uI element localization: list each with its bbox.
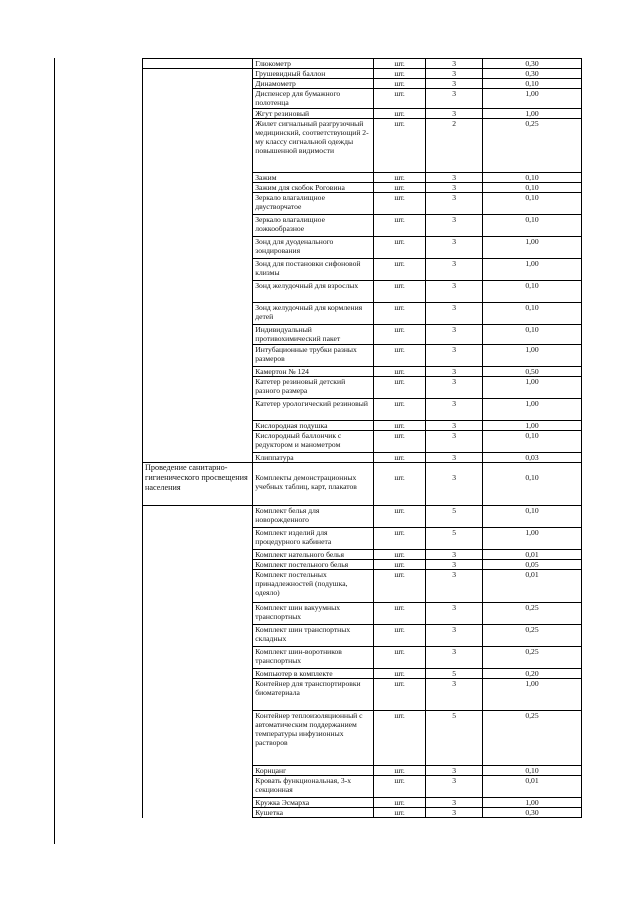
unit-cell: шт. bbox=[373, 237, 426, 259]
section-cell bbox=[143, 528, 253, 550]
section-cell bbox=[143, 506, 253, 528]
value-cell: 0,25 bbox=[483, 711, 582, 766]
value-cell: 0,25 bbox=[483, 603, 582, 625]
unit-cell: шт. bbox=[373, 89, 426, 109]
value-cell: 0,10 bbox=[483, 431, 582, 453]
quantity-cell: 3 bbox=[426, 377, 483, 399]
value-cell: 1,00 bbox=[483, 89, 582, 109]
item-name: Грушевидный баллон bbox=[253, 69, 374, 79]
item-name: Катетер резиновый детский разного размера bbox=[253, 377, 374, 399]
quantity-cell: 3 bbox=[426, 109, 483, 119]
table-row bbox=[143, 550, 582, 560]
value-cell: 0,03 bbox=[483, 453, 582, 463]
quantity-cell: 3 bbox=[426, 237, 483, 259]
unit-cell: шт. bbox=[373, 625, 426, 647]
table-row bbox=[143, 89, 582, 109]
unit-cell: шт. bbox=[373, 550, 426, 560]
unit-cell: шт. bbox=[373, 345, 426, 367]
table-row bbox=[143, 711, 582, 766]
quantity-cell: 3 bbox=[426, 421, 483, 431]
unit-cell: шт. bbox=[373, 421, 426, 431]
quantity-cell: 5 bbox=[426, 711, 483, 766]
table-row bbox=[143, 528, 582, 550]
section-cell bbox=[143, 79, 253, 89]
table-row bbox=[143, 79, 582, 89]
value-cell: 0,25 bbox=[483, 119, 582, 173]
unit-cell: шт. bbox=[373, 570, 426, 603]
section-cell bbox=[143, 173, 253, 183]
unit-cell: шт. bbox=[373, 711, 426, 766]
unit-cell: шт. bbox=[373, 281, 426, 303]
table-row bbox=[143, 647, 582, 669]
quantity-cell: 3 bbox=[426, 431, 483, 453]
item-name: Камертон № 124 bbox=[253, 367, 374, 377]
unit-cell: шт. bbox=[373, 259, 426, 281]
table-row bbox=[143, 453, 582, 463]
value-cell: 1,00 bbox=[483, 377, 582, 399]
value-cell: 1,00 bbox=[483, 399, 582, 421]
quantity-cell: 3 bbox=[426, 463, 483, 506]
value-cell: 0,01 bbox=[483, 550, 582, 560]
item-name: Компьютер в комплекте bbox=[253, 669, 374, 679]
value-cell: 0,30 bbox=[483, 69, 582, 79]
item-name: Интубационные трубки разных размеров bbox=[253, 345, 374, 367]
item-name: Контейнер для транспортировки биоматериала bbox=[253, 679, 374, 711]
value-cell: 0,10 bbox=[483, 325, 582, 345]
unit-cell: шт. bbox=[373, 109, 426, 119]
quantity-cell: 3 bbox=[426, 550, 483, 560]
unit-cell: шт. bbox=[373, 766, 426, 776]
table-row bbox=[143, 808, 582, 818]
value-cell: 0,20 bbox=[483, 669, 582, 679]
quantity-cell: 3 bbox=[426, 193, 483, 215]
unit-cell: шт. bbox=[373, 453, 426, 463]
table-row bbox=[143, 625, 582, 647]
table-row bbox=[143, 669, 582, 679]
unit-cell: шт. bbox=[373, 303, 426, 325]
table-row bbox=[143, 421, 582, 431]
item-name: Кислородный баллончик с редуктором и манометром bbox=[253, 431, 374, 453]
section-cell bbox=[143, 193, 253, 215]
item-name: Зажим bbox=[253, 173, 374, 183]
unit-cell: шт. bbox=[373, 119, 426, 173]
section-cell bbox=[143, 367, 253, 377]
item-name: Зеркало влагалищное двустворчатое bbox=[253, 193, 374, 215]
unit-cell: шт. bbox=[373, 431, 426, 453]
table-row bbox=[143, 237, 582, 259]
section-cell bbox=[143, 69, 253, 79]
unit-cell: шт. bbox=[373, 679, 426, 711]
value-cell: 1,00 bbox=[483, 679, 582, 711]
item-name: Комплект нательного белья bbox=[253, 550, 374, 560]
unit-cell: шт. bbox=[373, 528, 426, 550]
quantity-cell: 5 bbox=[426, 669, 483, 679]
quantity-cell: 3 bbox=[426, 625, 483, 647]
value-cell: 0,01 bbox=[483, 776, 582, 798]
quantity-cell: 3 bbox=[426, 69, 483, 79]
unit-cell: шт. bbox=[373, 808, 426, 818]
unit-cell: шт. bbox=[373, 325, 426, 345]
quantity-cell: 3 bbox=[426, 59, 483, 69]
item-name: Зеркало влагалищное ложкообразное bbox=[253, 215, 374, 237]
item-name: Глюкометр bbox=[253, 59, 374, 69]
section-cell bbox=[143, 281, 253, 303]
table-row bbox=[143, 119, 582, 173]
quantity-cell: 5 bbox=[426, 506, 483, 528]
item-name: Комплект шин транспортных складных bbox=[253, 625, 374, 647]
item-name: Динамометр bbox=[253, 79, 374, 89]
value-cell: 0,10 bbox=[483, 183, 582, 193]
item-name: Диспенсер для бумажного полотенца bbox=[253, 89, 374, 109]
value-cell: 0,10 bbox=[483, 173, 582, 183]
section-cell bbox=[143, 399, 253, 421]
table-row bbox=[143, 798, 582, 808]
value-cell: 1,00 bbox=[483, 528, 582, 550]
section-cell bbox=[143, 550, 253, 560]
quantity-cell: 3 bbox=[426, 798, 483, 808]
item-name: Кушетка bbox=[253, 808, 374, 818]
table-row bbox=[143, 173, 582, 183]
item-name: Кислородная подушка bbox=[253, 421, 374, 431]
unit-cell: шт. bbox=[373, 399, 426, 421]
table-row bbox=[143, 560, 582, 570]
section-cell bbox=[143, 669, 253, 679]
unit-cell: шт. bbox=[373, 215, 426, 237]
value-cell: 1,00 bbox=[483, 345, 582, 367]
section-cell bbox=[143, 798, 253, 808]
quantity-cell: 3 bbox=[426, 325, 483, 345]
table-row bbox=[143, 193, 582, 215]
equipment-table bbox=[142, 58, 582, 818]
section-cell bbox=[143, 377, 253, 399]
item-name: Индивидуальный противохимический пакет bbox=[253, 325, 374, 345]
unit-cell: шт. bbox=[373, 173, 426, 183]
item-name: Корнцанг bbox=[253, 766, 374, 776]
unit-cell: шт. bbox=[373, 560, 426, 570]
value-cell: 0,25 bbox=[483, 647, 582, 669]
section-cell bbox=[143, 603, 253, 625]
table-row bbox=[143, 69, 582, 79]
section-title: Проведение санитарно-гигиенического просвещения населения bbox=[143, 463, 253, 506]
unit-cell: шт. bbox=[373, 647, 426, 669]
quantity-cell: 3 bbox=[426, 79, 483, 89]
section-cell bbox=[143, 647, 253, 669]
item-name: Жгут резиновый bbox=[253, 109, 374, 119]
quantity-cell: 3 bbox=[426, 183, 483, 193]
item-name: Зажим для скобок Роговина bbox=[253, 183, 374, 193]
section-cell bbox=[143, 453, 253, 463]
value-cell: 0,10 bbox=[483, 79, 582, 89]
quantity-cell: 3 bbox=[426, 345, 483, 367]
section-cell bbox=[143, 237, 253, 259]
item-name: Комплект постельных принадлежностей (подушка, одеяло) bbox=[253, 570, 374, 603]
value-cell: 0,10 bbox=[483, 766, 582, 776]
table-row bbox=[143, 570, 582, 603]
quantity-cell: 3 bbox=[426, 808, 483, 818]
unit-cell: шт. bbox=[373, 463, 426, 506]
quantity-cell: 3 bbox=[426, 560, 483, 570]
item-name: Контейнер теплоизоляционный с автоматическим поддержанием температуры инфузионных растворов bbox=[253, 711, 374, 766]
item-name: Комплект постельного белья bbox=[253, 560, 374, 570]
unit-cell: шт. bbox=[373, 603, 426, 625]
item-name: Катетер урологический резиновый bbox=[253, 399, 374, 421]
section-cell bbox=[143, 303, 253, 325]
unit-cell: шт. bbox=[373, 59, 426, 69]
section-cell bbox=[143, 776, 253, 798]
value-cell: 0,10 bbox=[483, 281, 582, 303]
section-cell bbox=[143, 215, 253, 237]
table-row bbox=[143, 303, 582, 325]
section-cell bbox=[143, 766, 253, 776]
value-cell: 0,10 bbox=[483, 303, 582, 325]
section-cell bbox=[143, 431, 253, 453]
item-name: Комплект шин-воротников транспортных bbox=[253, 647, 374, 669]
table-row bbox=[143, 325, 582, 345]
value-cell: 1,00 bbox=[483, 237, 582, 259]
unit-cell: шт. bbox=[373, 798, 426, 808]
quantity-cell: 3 bbox=[426, 766, 483, 776]
quantity-cell: 3 bbox=[426, 281, 483, 303]
section-cell bbox=[143, 119, 253, 173]
unit-cell: шт. bbox=[373, 69, 426, 79]
value-cell: 0,01 bbox=[483, 570, 582, 603]
table-row bbox=[143, 776, 582, 798]
table-row bbox=[143, 506, 582, 528]
quantity-cell: 3 bbox=[426, 679, 483, 711]
quantity-cell: 3 bbox=[426, 603, 483, 625]
item-name: Кровать функциональная, 3-х секционная bbox=[253, 776, 374, 798]
item-name: Комплекты демонстрационных учебных таблиц, карт, плакатов bbox=[253, 463, 374, 506]
table-row bbox=[143, 603, 582, 625]
unit-cell: шт. bbox=[373, 669, 426, 679]
table-row bbox=[143, 377, 582, 399]
quantity-cell: 3 bbox=[426, 399, 483, 421]
value-cell: 0,10 bbox=[483, 193, 582, 215]
section-cell bbox=[143, 109, 253, 119]
section-cell bbox=[143, 570, 253, 603]
table-row bbox=[143, 766, 582, 776]
section-cell bbox=[143, 89, 253, 109]
section-cell bbox=[143, 808, 253, 818]
unit-cell: шт. bbox=[373, 776, 426, 798]
quantity-cell: 3 bbox=[426, 215, 483, 237]
value-cell: 1,00 bbox=[483, 421, 582, 431]
section-cell bbox=[143, 625, 253, 647]
unit-cell: шт. bbox=[373, 377, 426, 399]
unit-cell: шт. bbox=[373, 183, 426, 193]
section-cell bbox=[143, 259, 253, 281]
table-row bbox=[143, 367, 582, 377]
quantity-cell: 2 bbox=[426, 119, 483, 173]
item-name: Комплект белья для новорожденного bbox=[253, 506, 374, 528]
quantity-cell: 3 bbox=[426, 89, 483, 109]
table-row bbox=[143, 679, 582, 711]
value-cell: 0,50 bbox=[483, 367, 582, 377]
section-cell bbox=[143, 183, 253, 193]
quantity-cell: 3 bbox=[426, 570, 483, 603]
item-name: Комплект изделий для процедурного кабинета bbox=[253, 528, 374, 550]
value-cell: 0,10 bbox=[483, 506, 582, 528]
value-cell: 0,30 bbox=[483, 808, 582, 818]
item-name: Кружка Эсмарха bbox=[253, 798, 374, 808]
item-name: Клиппатура bbox=[253, 453, 374, 463]
value-cell: 1,00 bbox=[483, 798, 582, 808]
quantity-cell: 3 bbox=[426, 303, 483, 325]
item-name: Зонд желудочный для кормления детей bbox=[253, 303, 374, 325]
section-cell bbox=[143, 421, 253, 431]
item-name: Зонд желудочный для взрослых bbox=[253, 281, 374, 303]
value-cell: 1,00 bbox=[483, 109, 582, 119]
table-row bbox=[143, 109, 582, 119]
section-cell bbox=[143, 679, 253, 711]
value-cell: 0,10 bbox=[483, 215, 582, 237]
unit-cell: шт. bbox=[373, 79, 426, 89]
equipment-table-body bbox=[143, 59, 582, 818]
value-cell: 1,00 bbox=[483, 259, 582, 281]
unit-cell: шт. bbox=[373, 193, 426, 215]
table-row bbox=[143, 281, 582, 303]
quantity-cell: 3 bbox=[426, 259, 483, 281]
quantity-cell: 3 bbox=[426, 647, 483, 669]
page-margin-line bbox=[54, 58, 55, 844]
table-row bbox=[143, 59, 582, 69]
value-cell: 0,05 bbox=[483, 560, 582, 570]
item-name: Жилет сигнальный разгрузочный медицинский, соответствующий 2-му классу сигнальной одежды повышенной видимости bbox=[253, 119, 374, 173]
quantity-cell: 3 bbox=[426, 173, 483, 183]
unit-cell: шт. bbox=[373, 506, 426, 528]
section-cell bbox=[143, 711, 253, 766]
table-row bbox=[143, 431, 582, 453]
value-cell: 0,30 bbox=[483, 59, 582, 69]
table-row bbox=[143, 399, 582, 421]
item-name: Комплект шин вакуумных транспортных bbox=[253, 603, 374, 625]
section-title bbox=[143, 59, 253, 69]
quantity-cell: 3 bbox=[426, 776, 483, 798]
quantity-cell: 3 bbox=[426, 453, 483, 463]
item-name: Зонд для дуоденального зондирования bbox=[253, 237, 374, 259]
section-cell bbox=[143, 345, 253, 367]
table-row bbox=[143, 463, 582, 506]
table-row bbox=[143, 215, 582, 237]
unit-cell: шт. bbox=[373, 367, 426, 377]
table-row bbox=[143, 183, 582, 193]
section-cell bbox=[143, 560, 253, 570]
item-name: Зонд для постановки сифоновой клизмы bbox=[253, 259, 374, 281]
value-cell: 0,10 bbox=[483, 463, 582, 506]
quantity-cell: 3 bbox=[426, 367, 483, 377]
section-cell bbox=[143, 325, 253, 345]
value-cell: 0,25 bbox=[483, 625, 582, 647]
table-row bbox=[143, 259, 582, 281]
table-row bbox=[143, 345, 582, 367]
quantity-cell: 5 bbox=[426, 528, 483, 550]
